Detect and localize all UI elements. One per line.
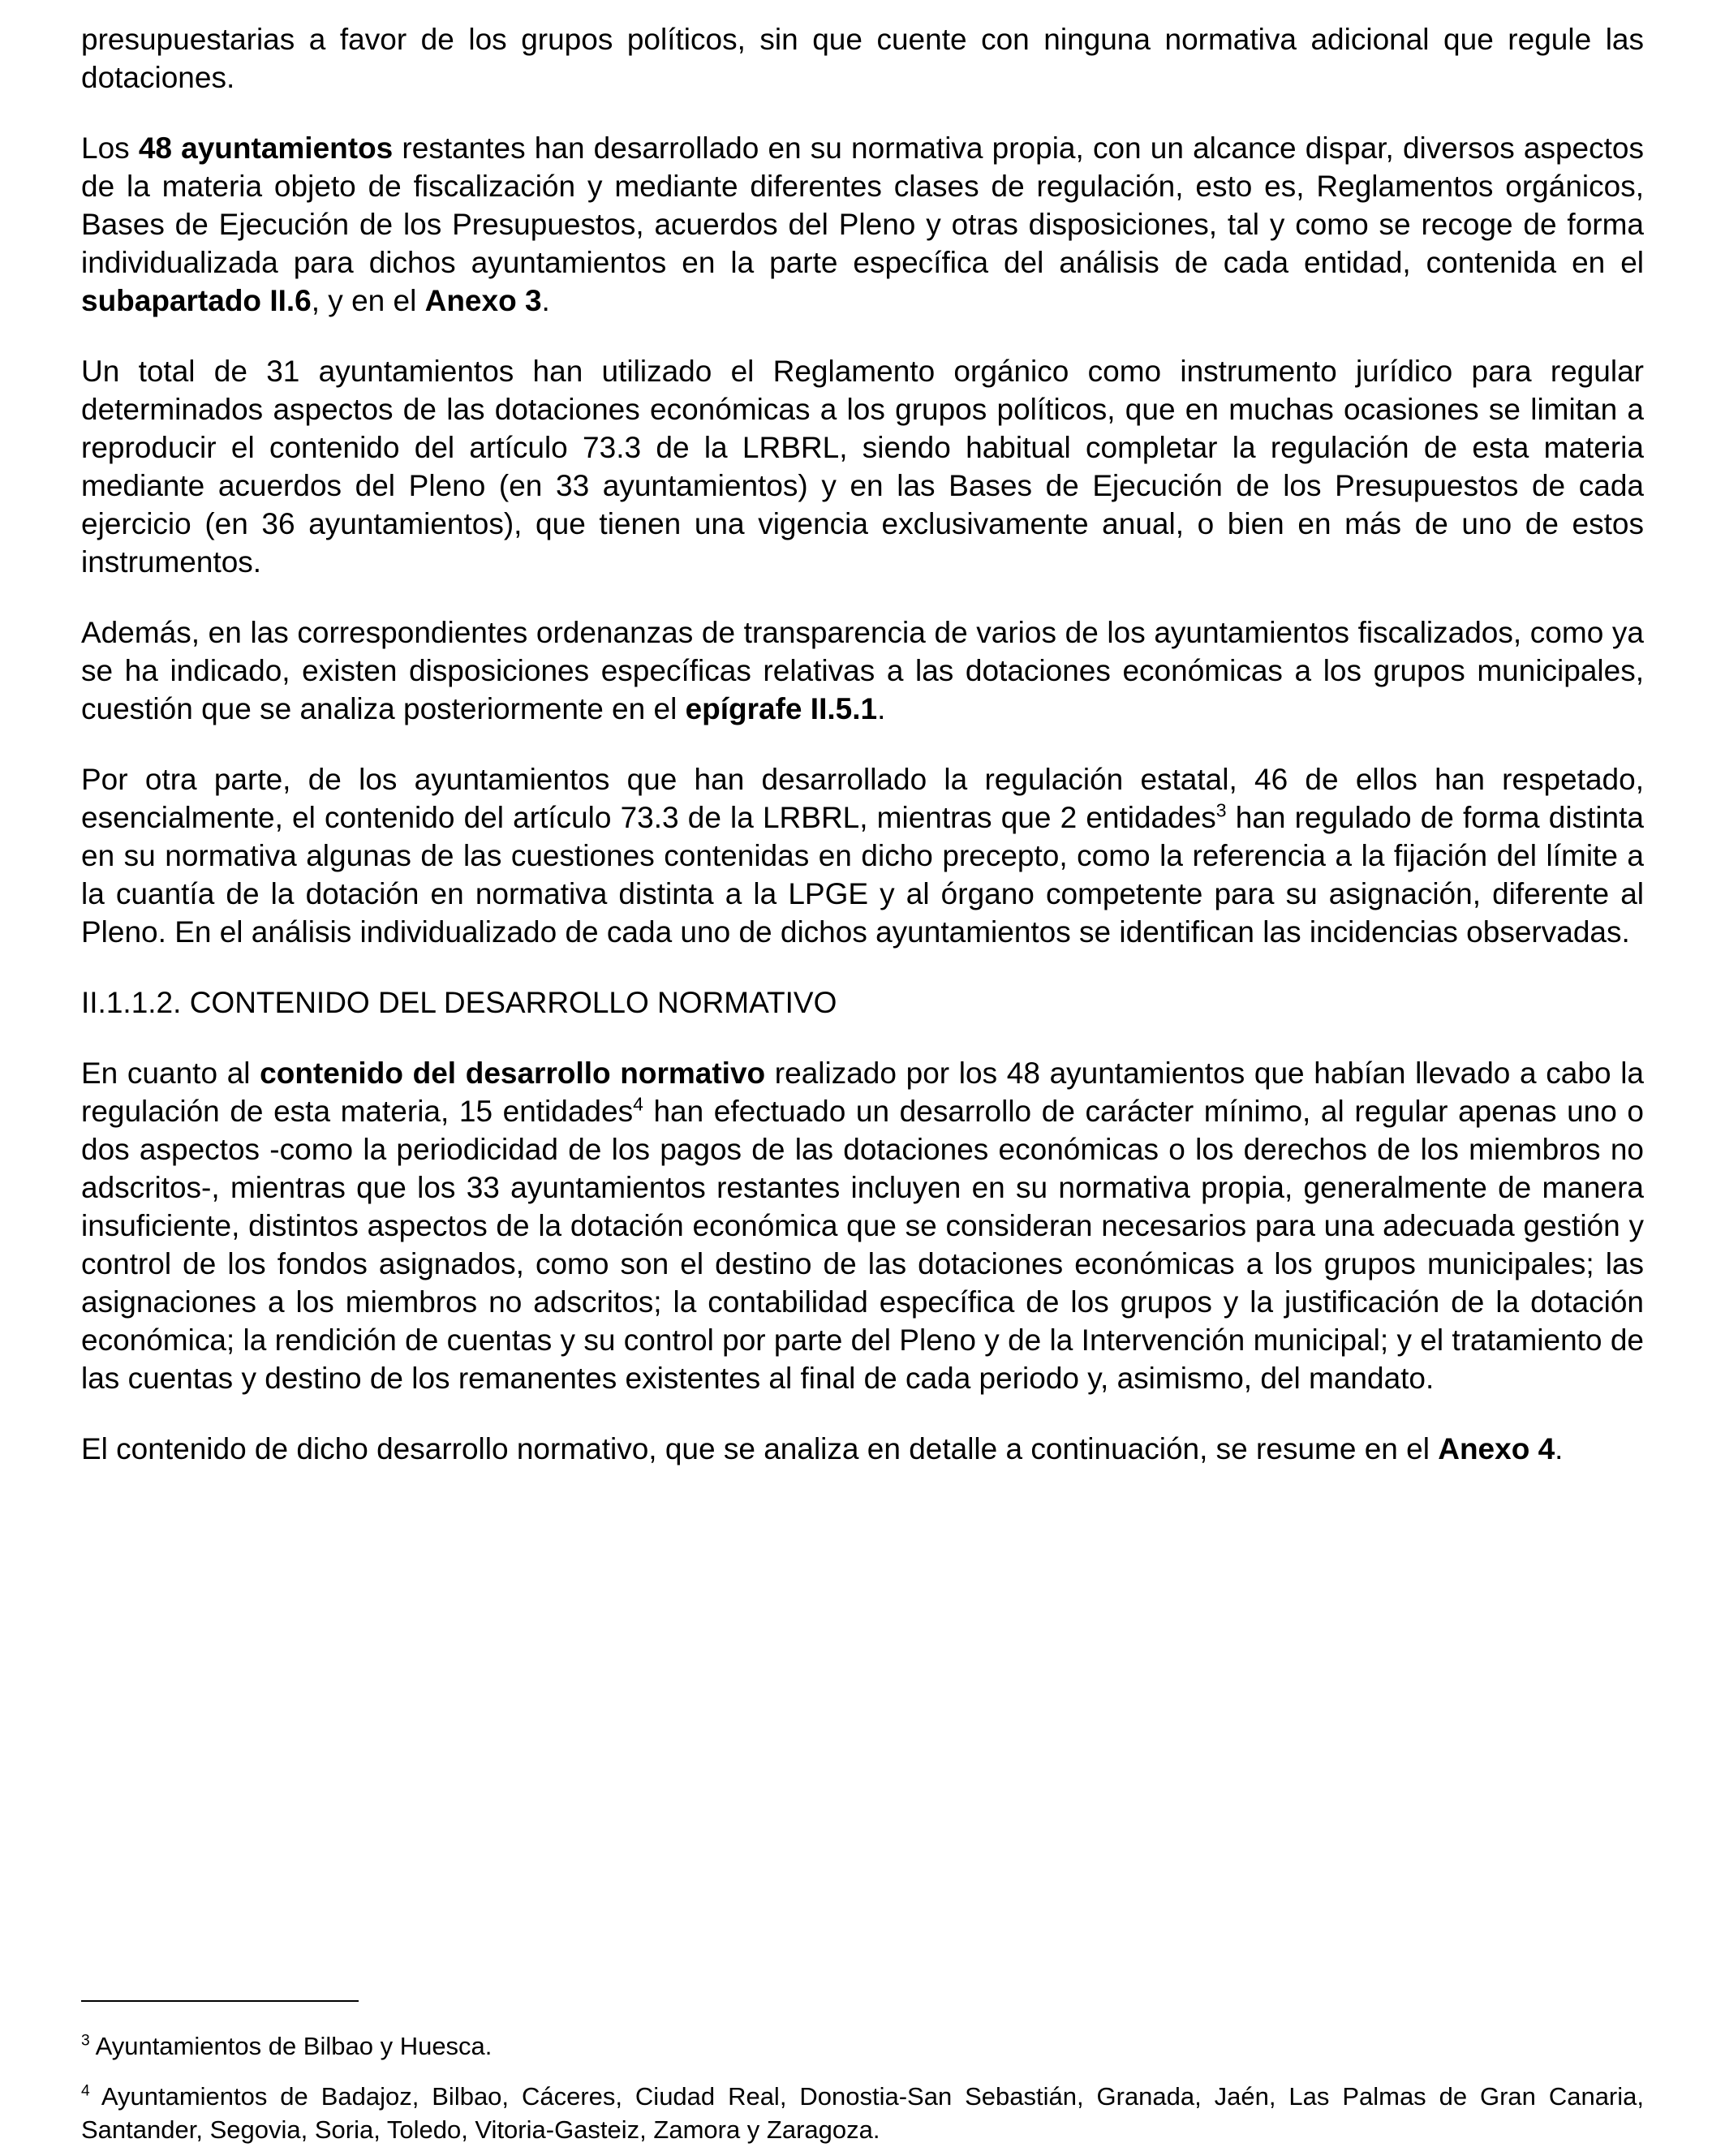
- text-run: Un total de 31 ayuntamientos han utilizado el Reglamento orgánico como instrumento jurídico para regular determinados aspectos de las dotaciones económicas a los grupos políticos, que en muchas ocasiones se limitan a reproducir el contenido del artículo 73.3 de la LRBRL, siendo habitual completar la regulación de esta materia mediante acuerdos del Pleno (en 33 ayuntamientos) y en las Bases de Ejecución de los Presupuestos de cada ejercicio (en 36 ayuntamientos), que tienen una vigencia exclusivamente anual, o bien en más de uno de estos instrumentos.: [81, 354, 1644, 579]
- text-run: han efectuado un desarrollo de carácter mínimo, al regular apenas uno o dos aspectos -como la periodicidad de los pagos de las dotaciones económicas o los derechos de los miembros no adscritos-, mientras que los 33 ayuntamientos restantes incluyen en su normativa propia, generalmente de manera insuficiente, distintos aspectos de la dotación económica que se consideran necesarios para una adecuada gestión y control de los fondos asignados, como son el destino de las dotaciones económicas a los grupos municipales; las asignaciones a los miembros no adscritos; la contabilidad específica de los grupos y la justificación de la dotación económica; la rendición de cuentas y su control por parte del Pleno y de la Intervención municipal; y el tratamiento de las cuentas y destino de los remanentes existentes al final de cada periodo y, asimismo, del mandato.: [81, 1094, 1644, 1395]
- paragraph: [81, 1055, 1644, 1398]
- paragraph: [81, 614, 1644, 729]
- text-run: Ayuntamientos de Bilbao y Huesca.: [89, 2032, 493, 2061]
- footnote-separator: [81, 2000, 359, 2002]
- bold-text-run: subapartado II.6: [81, 283, 312, 317]
- text-run: .: [1555, 1431, 1564, 1465]
- text-run: Además, en las correspondientes ordenanzas de transparencia de varios de los ayuntamientos fiscalizados, como ya se ha indicado, existen disposiciones específicas relativas a las dotaciones económicas a los grupos municipales, cuestión que se analiza posteriormente en el: [81, 615, 1644, 725]
- text-run: El contenido de dicho desarrollo normativo, que se analiza en detalle a continuación, se resume en el: [81, 1431, 1439, 1465]
- text-run: presupuestarias a favor de los grupos políticos, sin que cuente con ninguna normativa adicional que regule las dotaciones.: [81, 23, 1644, 94]
- paragraph: [81, 21, 1644, 97]
- paragraph: [81, 761, 1644, 952]
- footnote: [81, 2080, 1644, 2146]
- footnote-reference: 3: [1215, 799, 1227, 821]
- section-heading: [81, 984, 1644, 1022]
- bold-text-run: epígrafe II.5.1: [685, 691, 878, 725]
- paragraph: [81, 1431, 1644, 1469]
- text-run: II.1.1.2. CONTENIDO DEL DESARROLLO NORMATIVO: [81, 985, 837, 1019]
- bold-text-run: contenido del desarrollo normativo: [260, 1056, 766, 1090]
- paragraph: [81, 130, 1644, 321]
- text-run: realizado por los 48 ayuntamientos que habían llevado a cabo la regulación de esta materia, 15 entidades: [81, 1056, 1644, 1128]
- bold-text-run: Anexo 4: [1438, 1431, 1555, 1465]
- text-run: En cuanto al: [81, 1056, 260, 1090]
- text-run: Los: [81, 131, 139, 165]
- bold-text-run: 48 ayuntamientos: [138, 131, 394, 165]
- bold-text-run: Anexo 3: [424, 283, 542, 317]
- footnotes-section: [81, 2000, 1644, 2146]
- text-run: restantes han desarrollado en su normativa propia, con un alcance dispar, diversos aspectos de la materia objeto de fiscalización y mediante diferentes clases de regulación, esto es, Reglamentos orgánicos, Bases de Ejecución de los Presupuestos, acuerdos del Pleno y otras disposiciones, tal y como se recoge de forma individualizada para dichos ayuntamientos en la parte específica del análisis de cada entidad, contenida en el: [81, 131, 1644, 279]
- paragraph: [81, 353, 1644, 582]
- text-run: .: [541, 283, 550, 317]
- document-body: [81, 21, 1644, 1501]
- text-run: Ayuntamientos de Badajoz, Bilbao, Cáceres, Ciudad Real, Donostia-San Sebastián, Granada, Jaén, Las Palmas de Gran Canaria, Santander, Segovia, Soria, Toledo, Vitoria-Gasteiz, Zamora y Zaragoza.: [81, 2081, 1644, 2144]
- footnote: [81, 2029, 1644, 2063]
- text-run: Por otra parte, de los ayuntamientos que han desarrollado la regulación estatal, 46 de ellos han respetado, esencialmente, el contenido del artículo 73.3 de la LRBRL, mientras que 2 entidades: [81, 762, 1644, 834]
- text-run: .: [877, 691, 886, 725]
- footnote-reference: 4: [633, 1093, 643, 1115]
- footnote-number: 4: [81, 2082, 90, 2100]
- text-run: han regulado de forma distinta en su normativa algunas de las cuestiones contenidas en dicho precepto, como la referencia a la fijación del límite a la cuantía de la dotación en normativa distinta a la LPGE y al órgano competente para su asignación, diferente al Pleno. En el análisis individualizado de cada uno de dichos ayuntamientos se identifican las incidencias observadas.: [81, 800, 1644, 949]
- text-run: , y en el: [311, 283, 425, 317]
- footnotes-list: [81, 2029, 1644, 2146]
- footnote-number: 3: [81, 2033, 90, 2051]
